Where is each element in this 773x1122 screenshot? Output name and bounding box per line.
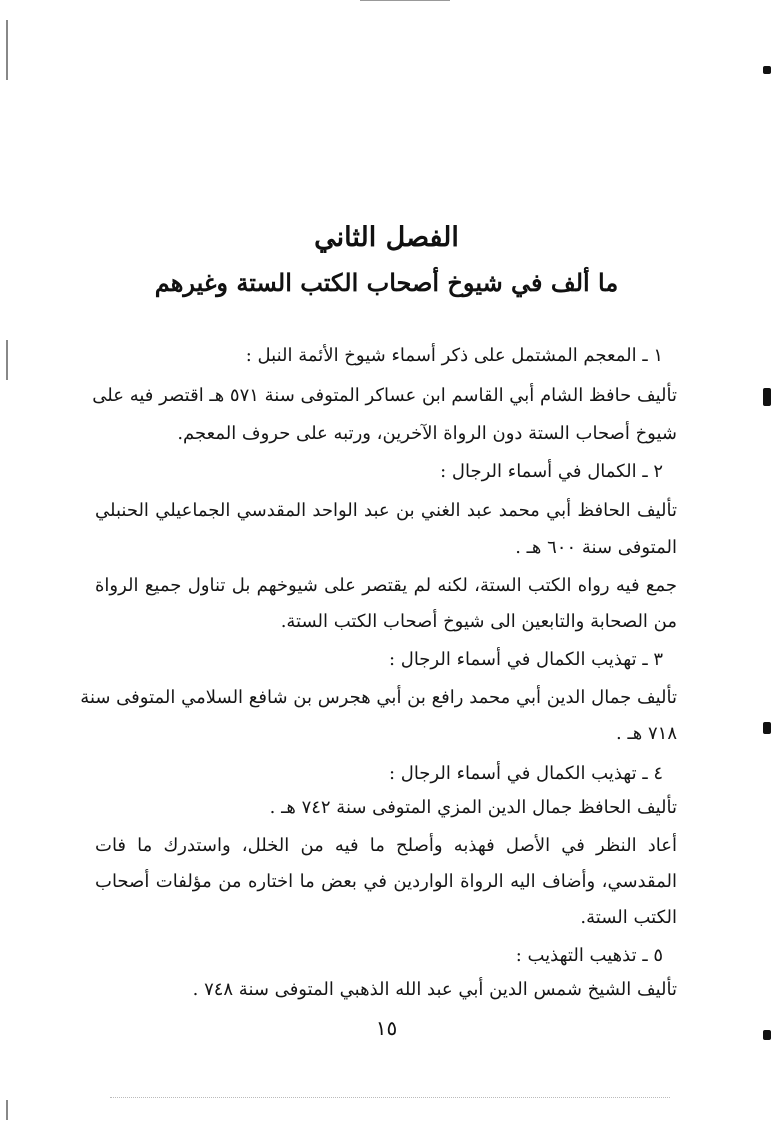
entry-5-heading: ٥ ـ تذهيب التهذيب :: [515, 945, 663, 966]
scan-edge-left: [6, 340, 8, 380]
entry-4-text: الكتب الستة.: [580, 907, 677, 928]
entry-2-text: المتوفى سنة ٦٠٠ هـ .: [515, 537, 677, 558]
entry-3-heading: ٣ ـ تهذيب الكمال في أسماء الرجال :: [388, 649, 663, 670]
entry-1-heading: ١ ـ المعجم المشتمل على ذكر أسماء شيوخ الأئمة النبل :: [245, 345, 663, 366]
entry-4-heading: ٤ ـ تهذيب الكمال في أسماء الرجال :: [388, 763, 663, 784]
scan-edge-left: [6, 1100, 8, 1120]
scan-edge-bottom: [110, 1097, 670, 1099]
entry-1-text: شيوخ أصحاب الستة دون الرواة الآخرين، ورتبه على حروف المعجم.: [177, 423, 677, 444]
entry-4-text: المقدسي، وأضاف اليه الرواة الواردين في بعض ما اختاره من مؤلفات أصحاب: [95, 871, 677, 892]
scan-mark: [763, 388, 771, 406]
entry-2-heading: ٢ ـ الكمال في أسماء الرجال :: [440, 461, 663, 482]
entry-3-text: ٧١٨ هـ .: [616, 723, 677, 744]
entry-4-text: تأليف الحافظ جمال الدين المزي المتوفى سنة ٧٤٢ هـ .: [269, 797, 677, 818]
chapter-title: الفصل الثاني: [314, 222, 459, 253]
entry-3-text: تأليف جمال الدين أبي محمد رافع بن أبي هجرس بن شافع السلامي المتوفى سنة: [80, 687, 677, 708]
entry-1-text: تأليف حافظ الشام أبي القاسم ابن عساكر المتوفى سنة ٥٧١ هـ اقتصر فيه على: [92, 385, 677, 406]
entry-2-text: من الصحابة والتابعين الى شيوخ أصحاب الكتب الستة.: [280, 611, 677, 632]
scan-mark: [763, 722, 771, 734]
entry-4-text: أعاد النظر في الأصل فهذبه وأصلح ما فيه من الخلل، واستدرك ما فات: [95, 835, 677, 856]
scan-edge-left: [6, 20, 8, 80]
entry-2-text: تأليف الحافظ أبي محمد عبد الغني بن عبد الواحد المقدسي الجماعيلي الحنبلي: [95, 500, 677, 521]
entry-2-text: جمع فيه رواه الكتب الستة، لكنه لم يقتصر على شيوخهم بل تناول جميع الرواة: [95, 575, 677, 596]
page-number: ١٥: [375, 1016, 398, 1040]
entry-5-text: تأليف الشيخ شمس الدين أبي عبد الله الذهبي المتوفى سنة ٧٤٨ .: [192, 979, 677, 1000]
scan-mark: [763, 66, 771, 74]
scan-edge-top: [360, 0, 450, 1]
chapter-subtitle: ما ألف في شيوخ أصحاب الكتب الستة وغيرهم: [154, 268, 619, 297]
